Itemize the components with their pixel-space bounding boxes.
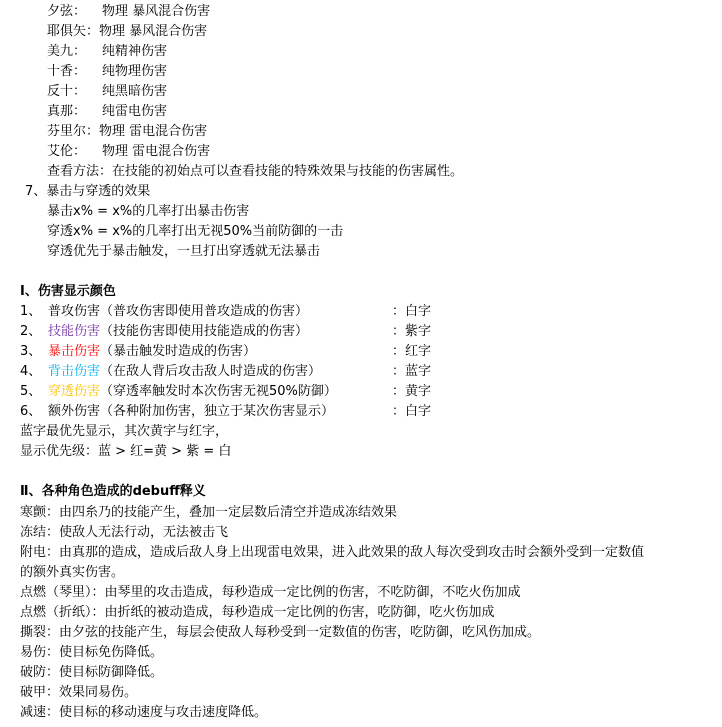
damage-color-tag: ：白字: [392, 304, 432, 319]
role-type: 纯精神伤害: [102, 44, 168, 59]
item-number: 1、: [20, 304, 42, 319]
priority-note: 穿透优先于暴击触发，一旦打出穿透就无法暴击: [47, 244, 321, 259]
damage-desc: （各种附加伤害，独立于某次伤害显示）: [100, 404, 335, 419]
role-name: 十香：: [47, 64, 87, 79]
role-line: [47, 42, 167, 62]
debuff-line: 破甲：效果同易伤。: [20, 685, 138, 700]
debuff-line: 附电：由真那的造成，造成后敌人身上出现雷电效果，进入此效果的敌人每次受到攻击时会额外受到一定数值: [20, 545, 645, 560]
debuff-line: 的额外真实伤害。: [20, 565, 125, 580]
check-method-text: 查看方法：在技能的初始点可以查看技能的特殊效果与技能的伤害属性。: [47, 164, 464, 179]
damage-color-item: [20, 302, 432, 322]
role-name: 真那：: [47, 104, 87, 119]
role-name: 夕弦：: [47, 4, 87, 19]
role-name: 艾伦：: [47, 144, 87, 159]
damage-desc: （在敌人背后攻击敌人时造成的伤害）: [100, 364, 322, 379]
role-name: 耶俱矢：: [47, 24, 100, 39]
damage-color-item: [20, 362, 432, 382]
section-7-title: 7、暴击与穿透的效果: [25, 184, 151, 199]
item-number: 6、: [20, 404, 42, 419]
penetration-definition: 穿透x% = x%的几率打出无视50%当前防御的一击: [47, 224, 344, 239]
debuff-line: 冻结：使敌人无法行动，无法被击飞: [20, 525, 229, 540]
damage-color-tag: ：黄字: [392, 384, 432, 399]
role-type: 纯物理伤害: [102, 64, 168, 79]
role-line: [47, 62, 167, 82]
item-number: 2、: [20, 324, 42, 339]
priority-note-1: 蓝字最优先显示，其次黄字与红字，: [20, 424, 229, 439]
debuff-line: 点燃（折纸）：由折纸的被动造成，每秒造成一定比例的伤害，吃防御，吃火伤加成: [20, 605, 495, 620]
role-name: 芬里尔：: [47, 124, 100, 139]
role-type: 物理 雷电混合伤害: [102, 144, 211, 159]
role-type: 物理 暴风混合伤害: [102, 4, 211, 19]
damage-color-tag: ：蓝字: [392, 364, 432, 379]
crit-definition: 暴击x% = x%的几率打出暴击伤害: [47, 204, 250, 219]
role-type: 物理 暴风混合伤害: [99, 24, 208, 39]
item-number: 4、: [20, 364, 42, 379]
damage-color-item: [20, 382, 432, 402]
role-line: [47, 102, 167, 122]
item-number: 3、: [20, 344, 42, 359]
damage-color-item: [20, 322, 432, 342]
section-i-title: Ⅰ、伤害显示颜色: [20, 284, 116, 299]
role-line: [47, 142, 210, 162]
role-type: 纯黑暗伤害: [102, 84, 168, 99]
damage-name: 技能伤害: [48, 324, 101, 339]
debuff-line: 破防：使目标防御降低。: [20, 665, 164, 680]
role-line: [47, 22, 207, 42]
section-ii-title: Ⅱ、各种角色造成的debuff释义: [20, 484, 206, 499]
damage-desc: （穿透率触发时本次伤害无视50%防御）: [100, 384, 337, 399]
debuff-line: 减速：使目标的移动速度与攻击速度降低。: [20, 705, 268, 720]
damage-name: 额外伤害: [48, 404, 101, 419]
item-number: 5、: [20, 384, 42, 399]
role-name: 美九：: [47, 44, 87, 59]
debuff-line: 易伤：使目标免伤降低。: [20, 645, 164, 660]
role-line: [47, 2, 210, 22]
debuff-line: 撕裂：由夕弦的技能产生，每层会使敌人每秒受到一定数值的伤害，吃防御，吃风伤加成。: [20, 625, 541, 640]
priority-note-2: 显示优先级：蓝 > 红=黄 > 紫 = 白: [20, 444, 232, 459]
damage-desc: （普攻伤害即使用普攻造成的伤害）: [100, 304, 309, 319]
debuff-line: 点燃（琴里）：由琴里的攻击造成，每秒造成一定比例的伤害，不吃防御，不吃火伤加成: [20, 585, 521, 600]
damage-color-tag: ：白字: [392, 404, 432, 419]
role-line: [47, 82, 167, 102]
damage-desc: （暴击触发时造成的伤害）: [100, 344, 257, 359]
damage-name: 普攻伤害: [48, 304, 101, 319]
debuff-line: 寒颤：由四糸乃的技能产生，叠加一定层数后清空并造成冻结效果: [20, 505, 398, 520]
damage-name: 背击伤害: [48, 364, 101, 379]
damage-color-item: [20, 342, 432, 362]
damage-color-tag: ：红字: [392, 344, 432, 359]
role-type: 物理 雷电混合伤害: [99, 124, 208, 139]
damage-color-tag: ：紫字: [392, 324, 432, 339]
role-line: [47, 122, 207, 142]
damage-name: 穿透伤害: [48, 384, 101, 399]
damage-desc: （技能伤害即使用技能造成的伤害）: [100, 324, 309, 339]
damage-color-item: [20, 402, 432, 422]
role-name: 反十：: [47, 84, 87, 99]
role-type: 纯雷电伤害: [102, 104, 168, 119]
damage-name: 暴击伤害: [48, 344, 101, 359]
